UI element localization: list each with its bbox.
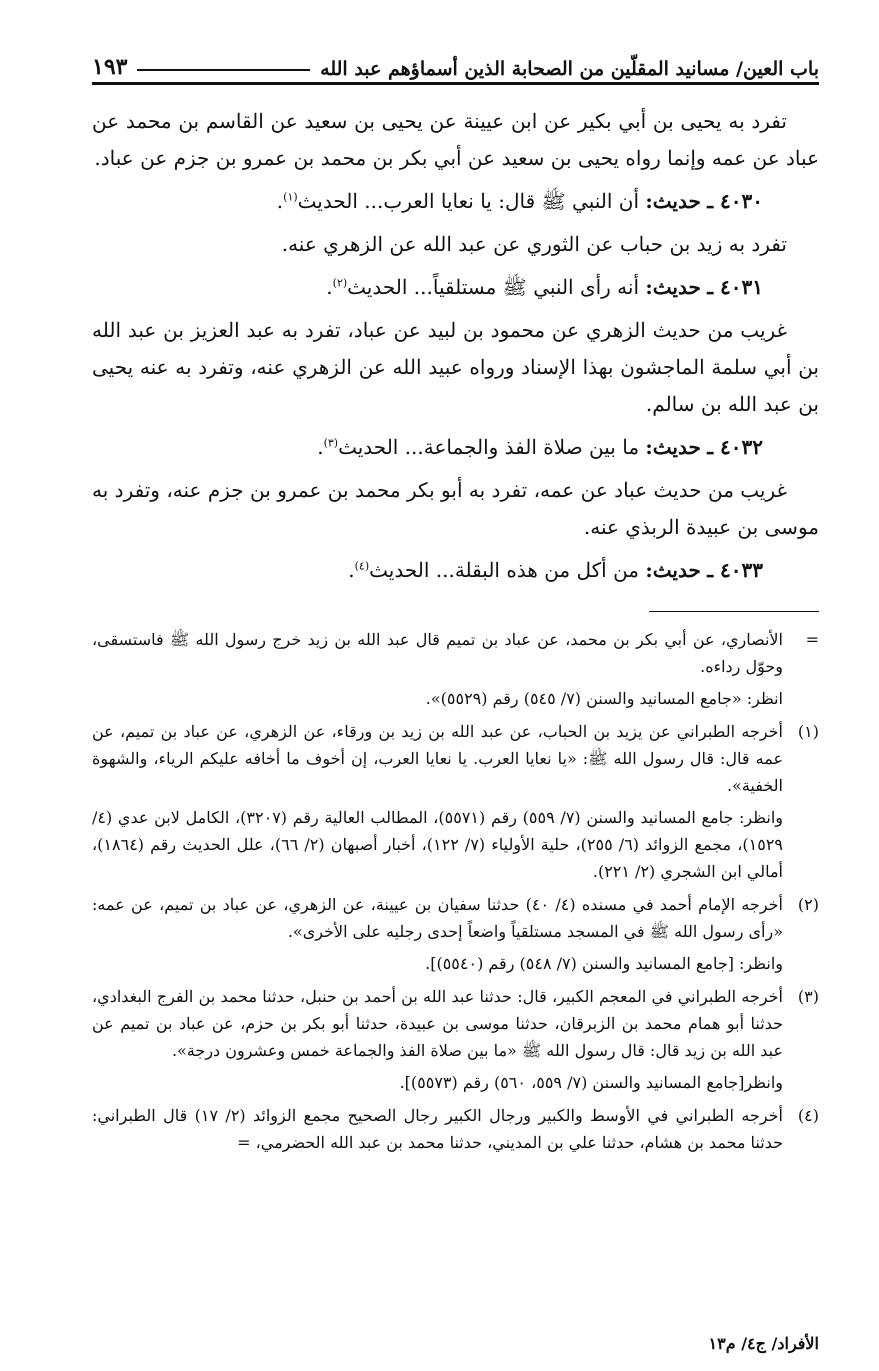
main-text (92, 103, 819, 589)
paragraph-3: غريب من حديث الزهري عن محمود بن لبيد عن عباد، تفرد به عبد العزيز بن عبد الله بن أبي سلمة الماجشون بهذا الإسناد ورواه عبيد الله عن الزهري عنه، وتفرد به عنه يحيى بن عبد الله بن سالم. (92, 318, 819, 416)
footnote-ref: (٤) (354, 559, 370, 573)
footnote-4 (92, 1102, 819, 1156)
footnote-marker: (١) (797, 722, 819, 741)
footnote-3 (92, 983, 819, 1096)
footnote-text: أخرجه الطبراني في الأوسط والكبير ورجال الكبير رجال الصحيح مجمع الزوائد (٢/ ١٧) قال الطبراني: حدثنا محمد بن هشام، حدثنا علي بن المديني، حدثنا محمد بن عبد الله الحضرمي، = (92, 1106, 784, 1152)
entry-end: . (276, 189, 284, 213)
footnote-2 (92, 891, 819, 977)
entry-text: ما بين صلاة الفذ والجماعة... الحديث (338, 435, 640, 459)
entry-end: . (326, 275, 333, 299)
entry-number: ٤٠٣٣ ـ (707, 558, 763, 582)
page-number: ١٩٣ (92, 54, 128, 80)
footnote-continued (92, 626, 819, 712)
footnote-text: الأنصاري، عن أبي بكر بن محمد، عن عباد بن تميم قال عبد الله بن زيد خرج رسول الله ﷺ فاستسقى، وحوّل رداءه. (92, 630, 784, 676)
entry-keyword: حديث: (645, 558, 701, 582)
footnote-ref: (٢) (332, 276, 348, 290)
header-title: باب العين/ مسانيد المقلّين من الصحابة الذين أسماؤهم عبد الله (320, 58, 819, 80)
footnote-1 (92, 718, 819, 885)
footnote-marker: (٤) (797, 1106, 819, 1125)
entry-end: . (348, 558, 355, 582)
footnote-separator (649, 611, 819, 612)
entry-number: ٤٠٣١ ـ (707, 275, 763, 299)
footnote-ref: (١) (283, 190, 298, 204)
footnote-text: أخرجه الإمام أحمد في مسنده (٤/ ٤٠) حدثنا سفيان بن عيينة، عن الزهري، عن عباد بن تميم، عن عمه: «رأى رسول الله ﷺ في المسجد مستلقياً واضعاً إحدى رجليه على الأخرى». (92, 895, 783, 941)
paragraph-1: تفرد به يحيى بن أبي بكير عن ابن عيينة عن يحيى بن سعيد عن القاسم بن محمد عن عباد عن عمه وإنما رواه يحيى بن سعيد عن أبي بكر بن محمد بن عمرو بن جزم عن عباد. (92, 109, 819, 170)
hadith-entry-4030 (92, 183, 819, 220)
footnote-marker: (٢) (797, 895, 819, 914)
footnote-text: أخرجه الطبراني عن يزيد بن الحباب، عن عبد الله بن زيد بن ورقاء، عن الزهري، عن عباد بن تميم، عن عمه قال: قال رسول الله ﷺ: «يا نعايا العرب. يا نعايا العرب، إن أخوف ما أخافه عليكم الرياء، والشهوة الخفية». (92, 722, 784, 795)
hadith-entry-4033 (92, 552, 819, 589)
paragraph-2: تفرد به زيد بن حباب عن الثوري عن عبد الله عن الزهري عنه. (281, 232, 787, 256)
hadith-entry-4031 (92, 269, 819, 306)
footnote-reference: وانظر: [جامع المسانيد والسنن (٧/ ٥٤٨) رقم (٥٥٤٠)]. (425, 954, 783, 973)
footnotes (92, 626, 819, 1156)
entry-number: ٤٠٣٢ ـ (707, 435, 763, 459)
footnote-reference: وانظر: جامع المسانيد والسنن (٧/ ٥٥٩) رقم (٥٥٧١)، المطالب العالية رقم (٣٢٠٧)، الكامل لابن عدي (٤/ ١٥٢٩)، مجمع الزوائد (٦/ ٢٥٥)، حلية الأولياء (٧/ ١٢٢)، أخبار أصبهان (٢/ ٦٦)، علل الحديث رقم (١٨٦٤)، أمالي ابن الشجري (٢/ ٢٢١). (92, 808, 784, 881)
entry-keyword: حديث: (645, 275, 701, 299)
footnote-reference: وانظر[جامع المسانيد والسنن (٧/ ٥٥٩، ٥٦٠) رقم (٥٥٧٣)]. (399, 1073, 783, 1092)
entry-text: أنه رأى النبي ﷺ مستلقياً... الحديث (347, 275, 640, 299)
signature-mark: الأفراد/ ج٤/ م١٣ (708, 1334, 819, 1353)
hadith-entry-4032 (92, 429, 819, 466)
footnote-ref: (٣) (323, 436, 339, 450)
entry-end: . (317, 435, 324, 459)
entry-text: أن النبي ﷺ قال: يا نعايا العرب... الحديث (297, 189, 640, 213)
entry-keyword: حديث: (645, 189, 701, 213)
running-header (92, 40, 819, 85)
entry-number: ٤٠٣٠ ـ (707, 189, 763, 213)
footnote-marker: = (805, 630, 819, 649)
footnote-text: أخرجه الطبراني في المعجم الكبير، قال: حدثنا عبد الله بن أحمد بن حنبل، حدثنا محمد بن الفرج البغدادي، حدثنا أبو همام محمد بن الزبرقان، حدثنا موسى بن عبيدة، حدثنا أبو بكر بن حزم، عن عباد بن تميم عن عبد الله بن زيد قال: قال رسول الله ﷺ «ما بين صلاة الفذ والجماعة خمس وعشرون درجة». (92, 987, 783, 1060)
paragraph-4: غريب من حديث عباد عن عمه، تفرد به أبو بكر محمد بن عمرو بن جزم عنه، وتفرد به موسى بن عبيدة الربذي عنه. (92, 478, 819, 539)
entry-text: من أكل من هذه البقلة... الحديث (369, 558, 640, 582)
entry-keyword: حديث: (645, 435, 701, 459)
footnote-marker: (٣) (797, 987, 819, 1006)
footnote-reference: انظر: «جامع المسانيد والسنن (٧/ ٥٤٥) رقم (٥٥٢٩)». (425, 689, 783, 708)
header-rule (137, 69, 310, 71)
